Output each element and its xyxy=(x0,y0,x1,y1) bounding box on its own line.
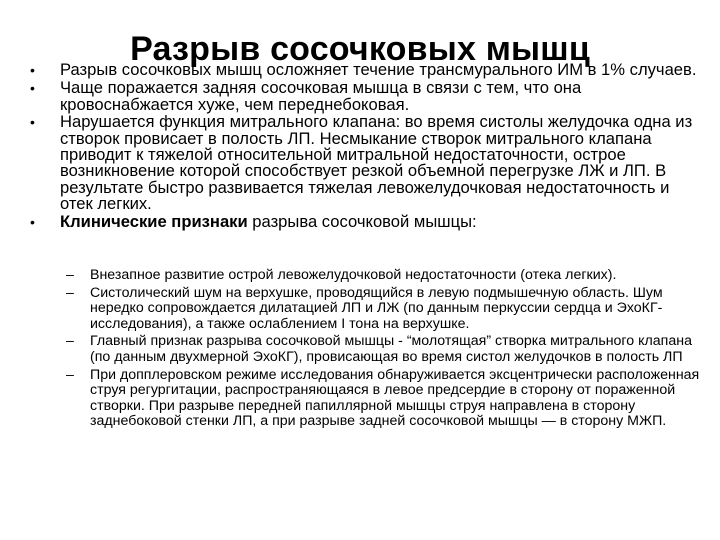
bullet-bold-heading: Клинические признаки xyxy=(60,211,248,231)
sub-bullet-item xyxy=(66,268,706,284)
bullet-item xyxy=(30,114,700,212)
slide-title: Разрыв сосочковых мышц xyxy=(130,29,590,68)
dash-icon: – xyxy=(66,267,74,283)
bullet-text: Нарушается функция митрального клапана: во время систолы желудочка одна из створок провисает в полость ЛП. Несмыкание створок митрального клапана приводит к тяжелой относительной митральной недостаточности, острое возникновение которой способствует резкой объемной перегрузке ЛЖ и ЛП. В результате быстро развивается тяжелая левожелудочковая недостаточность и отек легких. xyxy=(60,112,693,214)
bullet-dot-icon: • xyxy=(30,114,35,131)
main-bullet-list xyxy=(30,62,700,230)
dash-icon: – xyxy=(66,333,74,350)
bullet-text: Разрыв сосочковых мышц осложняет течение трансмурального ИМ в 1% случаев. xyxy=(60,60,697,79)
bullet-text: Чаще поражается задняя сосочковая мышца в связи с тем, что она кровоснабжается хуже, чем переднебоковая. xyxy=(60,78,582,114)
bullet-item xyxy=(30,80,700,113)
bullet-dot-icon: • xyxy=(30,62,35,78)
sub-bullet-text: Главный признак разрыва сосочковой мышцы - “молотящая” створка митрального клапана (по данным двухмерной ЭхоКГ), провисающая во время систол желудочков в полость ЛП xyxy=(90,333,692,365)
sub-bullet-item xyxy=(66,368,706,430)
bullet-dot-icon: • xyxy=(30,213,35,230)
sub-bullet-text: При допплеровском режиме исследования обнаруживается эксцентрически расположенная струя регургитации, распространяющаяся в левое предсердие в сторону от пораженной створки. При разрыве передней папиллярной мышцы струя направлена в сторону заднебоковой стенки ЛП, а при разрыве задней сосочковой мышцы — в сторону МЖП. xyxy=(90,366,700,430)
sub-bullet-text: Систолический шум на верхушке, проводящийся в левую подмышечную область. Шум нередко сопровождается дилатацией ЛП и ЛЖ (по данным перкуссии сердца и ЭхоКГ-исследования), а также ослаблением I тона на верхушке. xyxy=(90,284,663,332)
dash-icon: – xyxy=(66,284,74,301)
sub-bullet-list xyxy=(66,268,706,432)
bullet-item xyxy=(30,62,700,78)
bullet-text-tail: разрыва сосочковой мышцы: xyxy=(247,211,477,231)
dash-icon: – xyxy=(66,366,74,383)
sub-bullet-item xyxy=(66,286,706,333)
bullet-item xyxy=(30,211,700,231)
bullet-dot-icon: • xyxy=(30,80,35,97)
bullet-text xyxy=(60,211,700,231)
sub-bullet-text: Внезапное развитие острой левожелудочковой недостаточности (отека легких). xyxy=(90,267,617,283)
sub-bullet-item xyxy=(66,334,706,365)
